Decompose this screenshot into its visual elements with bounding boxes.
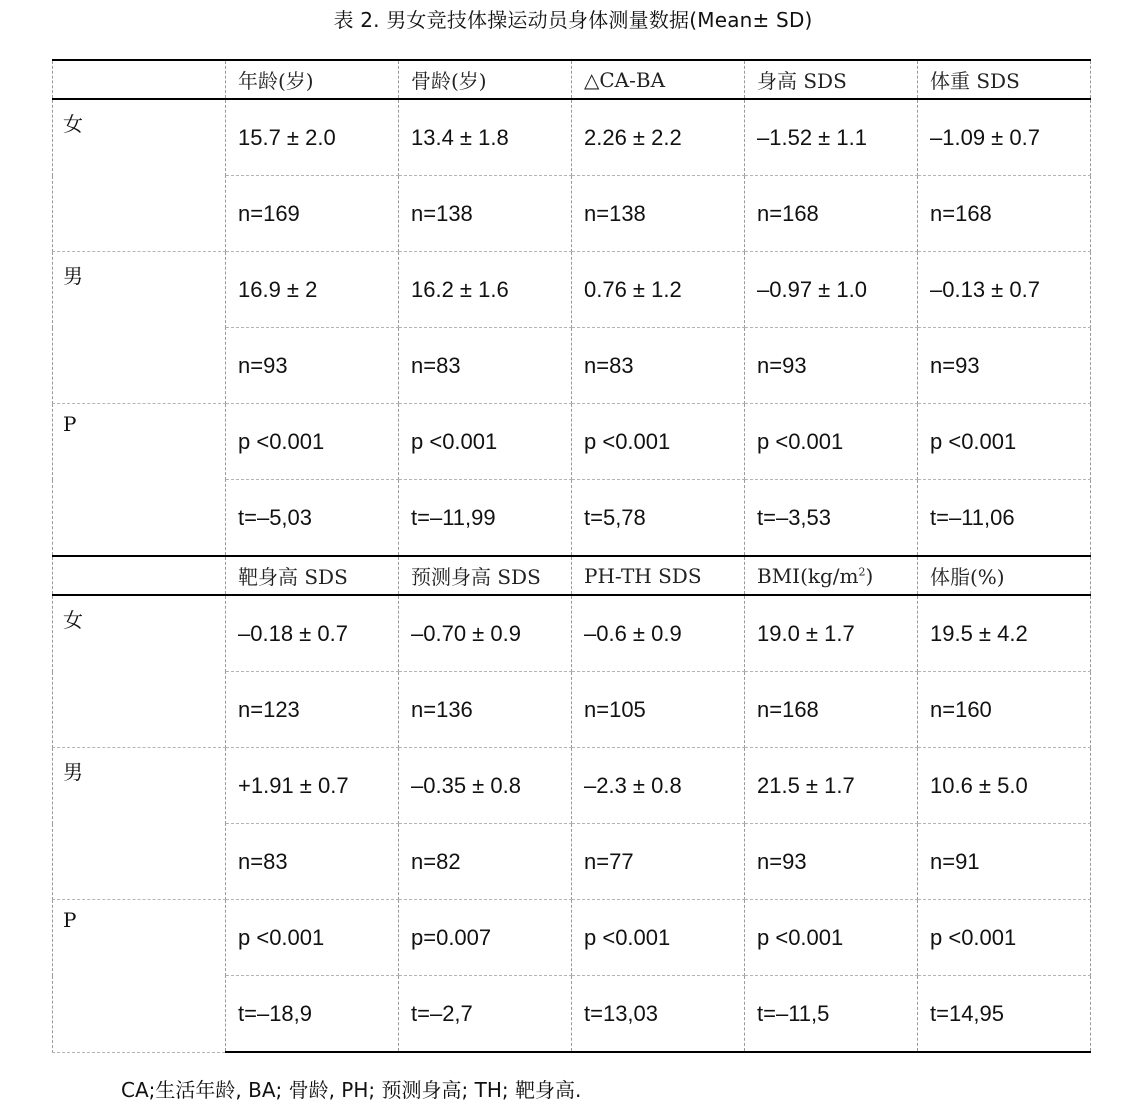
table-cell: p=0.007 (399, 900, 572, 976)
table-cell: 13.4 ± 1.8 (399, 99, 572, 176)
group-label: P (53, 900, 226, 1053)
table-cell: p <0.001 (572, 404, 745, 480)
table-cell: n=123 (226, 672, 399, 748)
table-cell: –1.52 ± 1.1 (745, 99, 918, 176)
table-cell: n=168 (745, 672, 918, 748)
table-cell: p <0.001 (745, 900, 918, 976)
table-cell: 2.26 ± 2.2 (572, 99, 745, 176)
header-cell: 体脂(%) (918, 556, 1091, 595)
table-cell: p <0.001 (226, 900, 399, 976)
header-cell: 骨龄(岁) (399, 60, 572, 99)
table-cell: t=–3,53 (745, 480, 918, 557)
table-cell: 21.5 ± 1.7 (745, 748, 918, 824)
table-cell: –0.35 ± 0.8 (399, 748, 572, 824)
table-cell: p <0.001 (745, 404, 918, 480)
table-cell: 19.0 ± 1.7 (745, 595, 918, 672)
measurement-table (52, 59, 1091, 1053)
header-cell: 年龄(岁) (226, 60, 399, 99)
table-cell: –0.6 ± 0.9 (572, 595, 745, 672)
table-cell: t=5,78 (572, 480, 745, 557)
table-cell: n=136 (399, 672, 572, 748)
table-cell: n=169 (226, 176, 399, 252)
table-cell: 15.7 ± 2.0 (226, 99, 399, 176)
table-cell: t=–5,03 (226, 480, 399, 557)
table-row (53, 595, 1091, 672)
table-row (53, 404, 1091, 480)
header-cell-bmi (745, 556, 918, 595)
table-cell: n=138 (399, 176, 572, 252)
group-label: 女 (53, 595, 226, 748)
table-cell: +1.91 ± 0.7 (226, 748, 399, 824)
table-cell: n=160 (918, 672, 1091, 748)
header-cell: 体重 SDS (918, 60, 1091, 99)
table-cell: t=–11,06 (918, 480, 1091, 557)
table-cell: n=91 (918, 824, 1091, 900)
table-cell: n=93 (745, 328, 918, 404)
table-cell: n=168 (745, 176, 918, 252)
table-cell: n=105 (572, 672, 745, 748)
table-cell: n=138 (572, 176, 745, 252)
table-cell: p <0.001 (918, 900, 1091, 976)
table-row (53, 748, 1091, 824)
table-cell: –0.97 ± 1.0 (745, 252, 918, 328)
table-cell: n=93 (226, 328, 399, 404)
table-cell: p <0.001 (918, 404, 1091, 480)
header-cell: PH-TH SDS (572, 556, 745, 595)
table-cell: n=93 (745, 824, 918, 900)
bmi-label: BMI(kg/m (757, 563, 859, 588)
table-cell: –0.18 ± 0.7 (226, 595, 399, 672)
table-caption: 表 2. 男女竞技体操运动员身体测量数据(Mean± SD) (333, 8, 813, 32)
table-cell: 19.5 ± 4.2 (918, 595, 1091, 672)
table-cell: t=14,95 (918, 976, 1091, 1053)
table-cell: n=82 (399, 824, 572, 900)
table-cell: n=83 (399, 328, 572, 404)
group-label: P (53, 404, 226, 557)
table-footnote: CA;生活年龄, BA; 骨龄, PH; 预测身高; TH; 靶身高. (121, 1078, 582, 1102)
bmi-superscript: 2 (858, 564, 866, 578)
table-row (53, 99, 1091, 176)
table-cell: n=77 (572, 824, 745, 900)
table-row (53, 252, 1091, 328)
table-cell: –0.70 ± 0.9 (399, 595, 572, 672)
header-cell (53, 556, 226, 595)
table-cell: t=–11,99 (399, 480, 572, 557)
table-cell: n=83 (226, 824, 399, 900)
table-cell: n=83 (572, 328, 745, 404)
table-cell: –0.13 ± 0.7 (918, 252, 1091, 328)
header-cell (53, 60, 226, 99)
table-cell: t=–18,9 (226, 976, 399, 1053)
group-label: 男 (53, 748, 226, 900)
group-label: 男 (53, 252, 226, 404)
table-cell: p <0.001 (226, 404, 399, 480)
header-cell: 身高 SDS (745, 60, 918, 99)
table-cell: –2.3 ± 0.8 (572, 748, 745, 824)
table-cell: –1.09 ± 0.7 (918, 99, 1091, 176)
group-label: 女 (53, 99, 226, 252)
table-cell: t=13,03 (572, 976, 745, 1053)
header-cell: 预测身高 SDS (399, 556, 572, 595)
table-cell: 0.76 ± 1.2 (572, 252, 745, 328)
table-cell: n=93 (918, 328, 1091, 404)
table-cell: 16.2 ± 1.6 (399, 252, 572, 328)
table-cell: n=168 (918, 176, 1091, 252)
table-cell: t=–2,7 (399, 976, 572, 1053)
header-cell: △CA-BA (572, 60, 745, 99)
header-row (53, 60, 1091, 99)
table-cell: 16.9 ± 2 (226, 252, 399, 328)
table-cell: p <0.001 (572, 900, 745, 976)
table-row (53, 900, 1091, 976)
header-cell: 靶身高 SDS (226, 556, 399, 595)
bmi-close-paren: ) (865, 563, 874, 588)
table-cell: 10.6 ± 5.0 (918, 748, 1091, 824)
header-row (53, 556, 1091, 595)
table-cell: p <0.001 (399, 404, 572, 480)
table-cell: t=–11,5 (745, 976, 918, 1053)
